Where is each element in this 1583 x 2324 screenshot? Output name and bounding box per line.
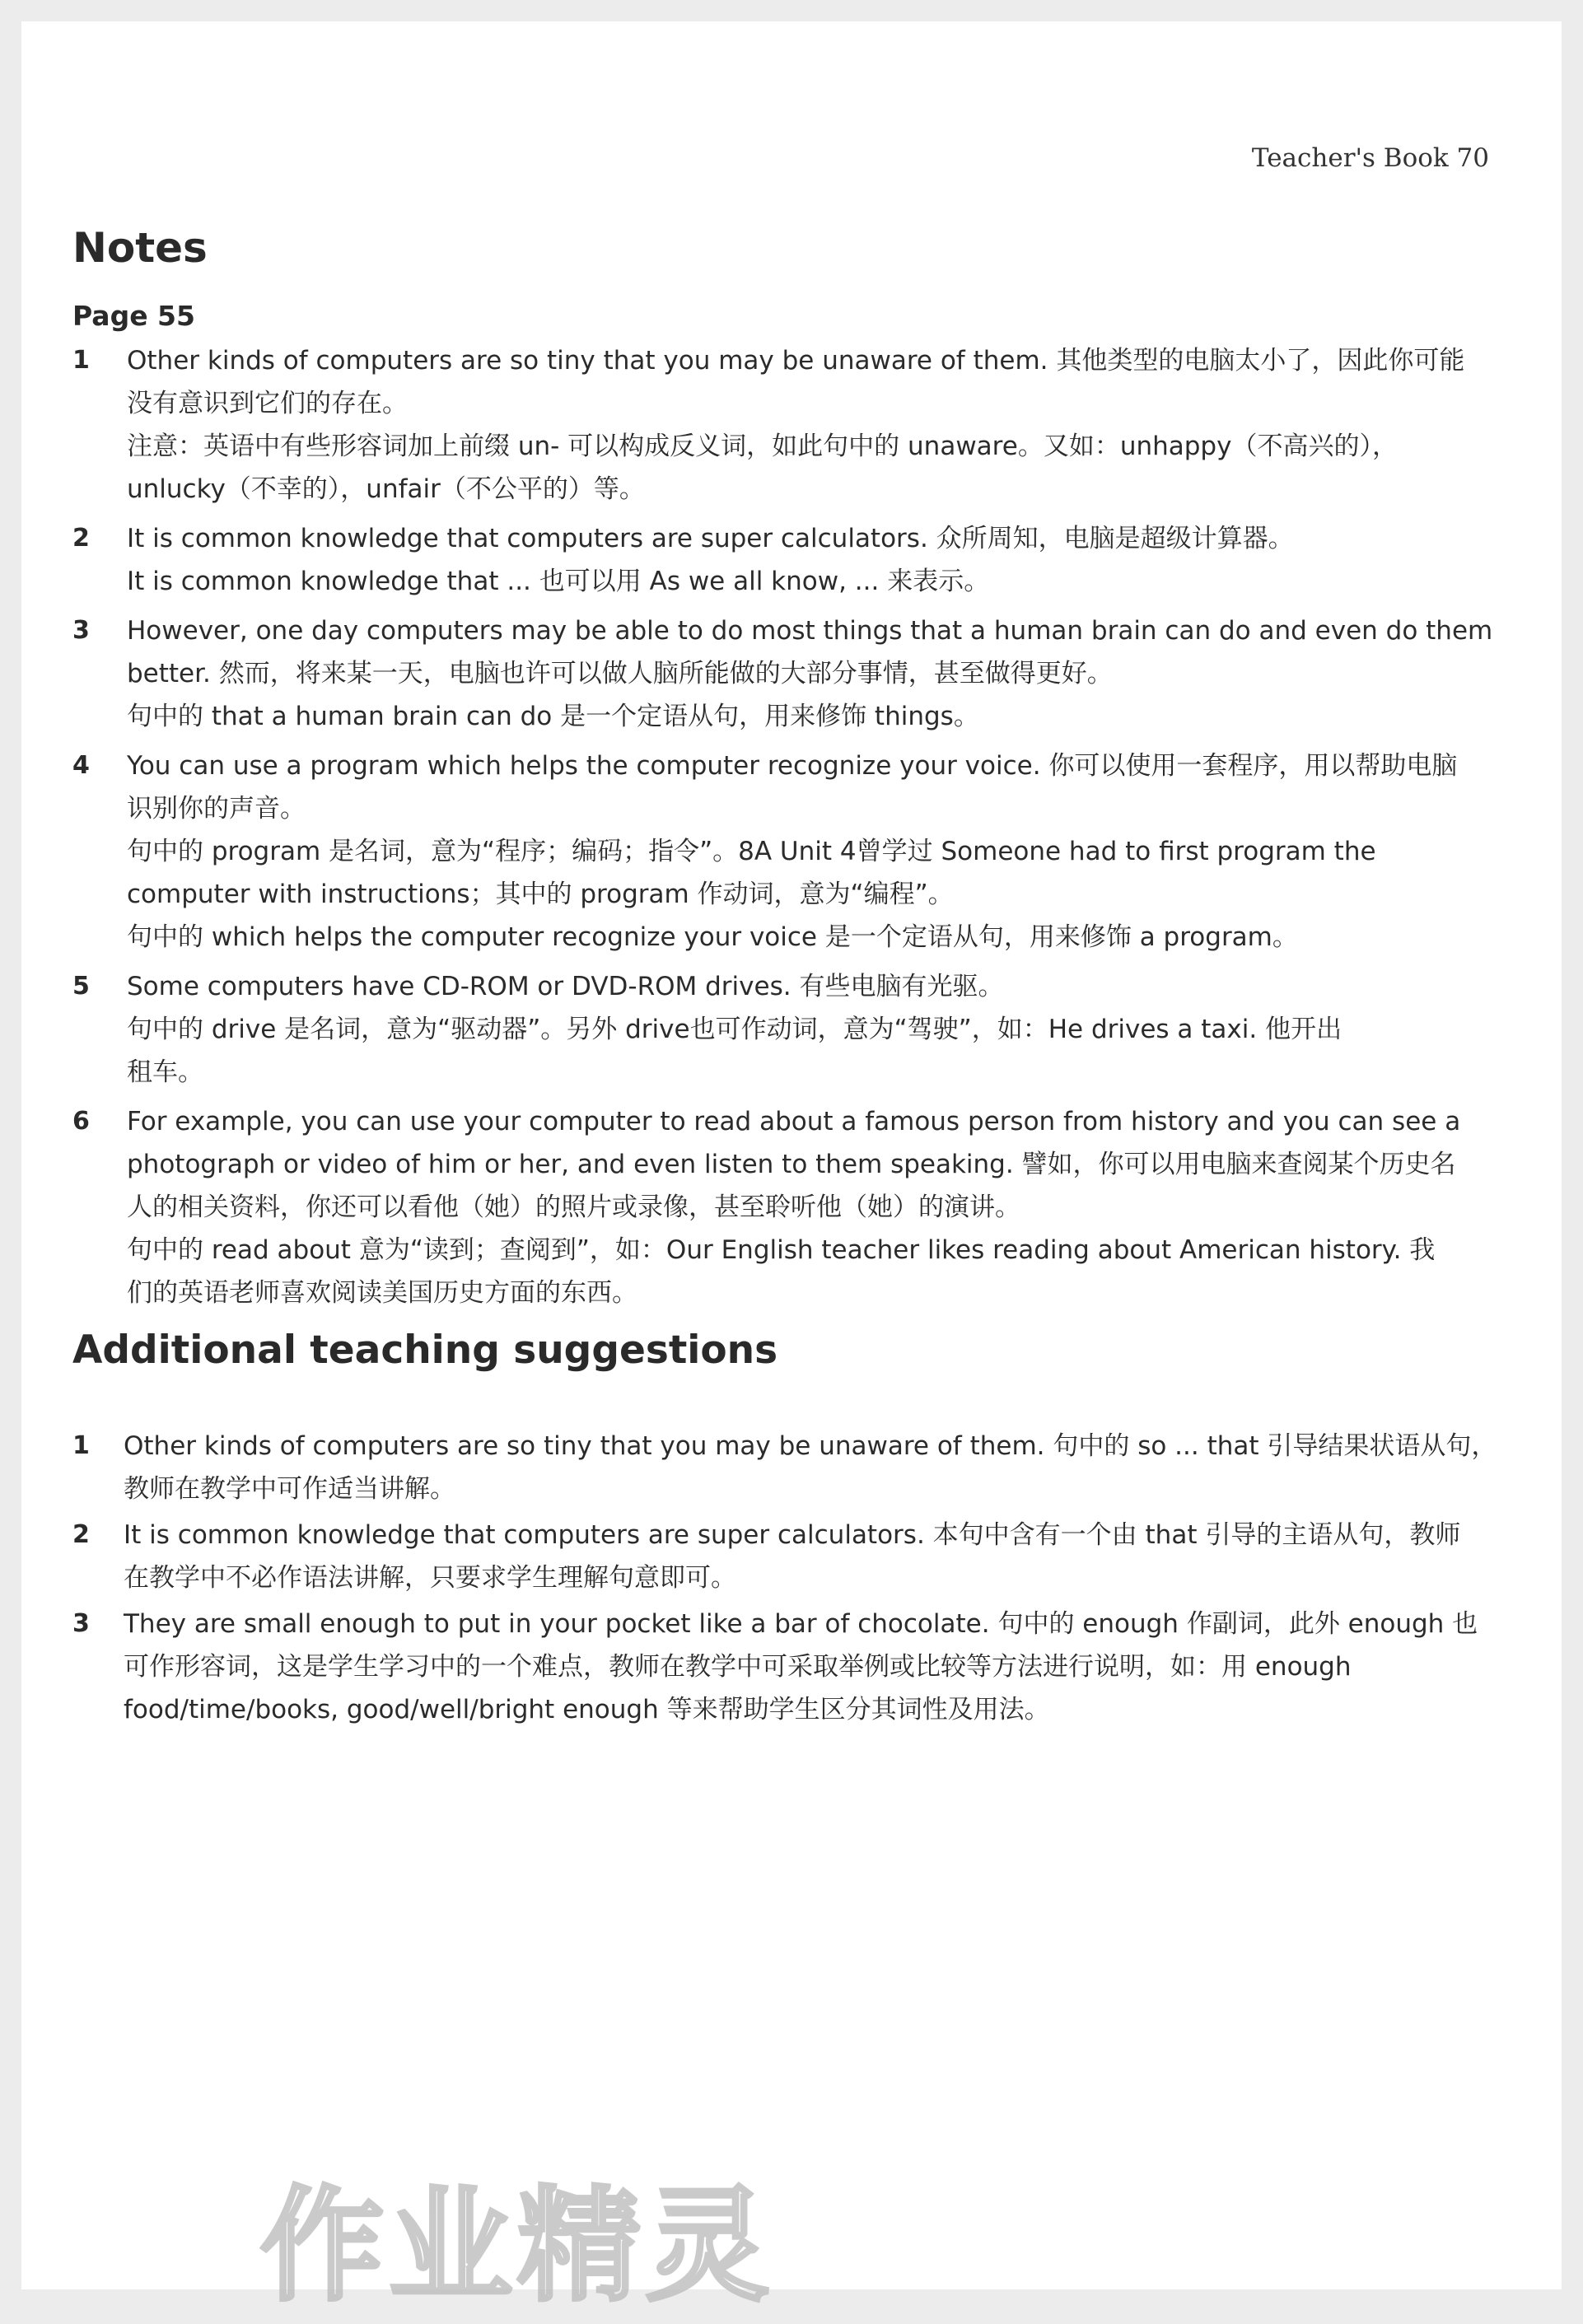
note-item — [72, 744, 1522, 959]
note-number: 3 — [72, 616, 90, 645]
suggestion-number: 2 — [72, 1520, 90, 1549]
note-text: You can use a program which helps the computer recognize your voice. 你可以使用一套程序，用以帮助电脑 — [127, 751, 1458, 781]
note-item — [72, 517, 1522, 603]
note-explanation: 句中的 which helps the computer recognize your voice 是一个定语从句，用来修饰 a program。 — [127, 922, 1298, 952]
suggestion-item — [72, 1603, 1522, 1731]
suggestion-text: It is common knowledge that computers are super calculators. 本句中含有一个由 that 引导的主语从句，教师 — [124, 1520, 1461, 1550]
note-explanation: It is common knowledge that ... 也可以用 As we all know, ... 来表示。 — [127, 567, 990, 596]
note-item — [72, 609, 1522, 738]
note-item — [72, 965, 1522, 1094]
note-explanation: unlucky（不幸的），unfair（不公平的）等。 — [127, 474, 645, 504]
running-header: Teacher's Book 70 — [1251, 143, 1489, 173]
page-label: Page 55 — [72, 300, 195, 332]
suggestion-item — [72, 1514, 1522, 1599]
note-number: 1 — [72, 346, 90, 375]
note-text: better. 然而，将来某一天，电脑也许可以做人脑所能做的大部分事情，甚至做得更好。 — [127, 659, 1113, 688]
suggestion-item — [72, 1425, 1522, 1510]
note-number: 2 — [72, 524, 90, 553]
note-explanation: 句中的 drive 是名词，意为“驱动器”。另外 drive也可作动词，意为“驾驶”，如：He drives a taxi. 他开出 — [127, 1015, 1343, 1044]
notes-list — [72, 339, 1522, 1321]
note-text: photograph or video of him or her, and even listen to them speaking. 譬如，你可以用电脑来查阅某个历史名 — [127, 1150, 1456, 1179]
suggestion-text: 可作形容词，这是学生学习中的一个难点，教师在教学中可采取举例或比较等方法进行说明，如：用 enough — [124, 1652, 1352, 1682]
note-text: It is common knowledge that computers are super calculators. 众所周知，电脑是超级计算器。 — [127, 524, 1294, 553]
note-explanation: 句中的 program 是名词，意为“程序；编码；指令”。8A Unit 4曾学过 Someone had to first program the — [127, 837, 1376, 866]
note-number: 4 — [72, 751, 90, 780]
note-number: 6 — [72, 1107, 90, 1136]
suggestion-text: food/time/books, good/well/bright enough 等来帮助学生区分其词性及用法。 — [124, 1695, 1050, 1724]
note-item — [72, 1100, 1522, 1314]
suggestion-number: 3 — [72, 1609, 90, 1638]
note-explanation: 句中的 read about 意为“读到；查阅到”，如：Our English teacher likes reading about American history. 我 — [127, 1235, 1436, 1265]
note-explanation: 句中的 that a human brain can do 是一个定语从句，用来修饰 things。 — [127, 702, 979, 731]
note-explanation: computer with instructions；其中的 program 作动词，意为“编程”。 — [127, 880, 954, 909]
page-sheet — [21, 21, 1562, 2318]
note-text: Other kinds of computers are so tiny that you may be unaware of them. 其他类型的电脑太小了，因此你可能 — [127, 346, 1465, 376]
suggestions-list — [72, 1425, 1522, 1734]
additional-suggestions-heading: Additional teaching suggestions — [72, 1328, 778, 1373]
note-text: Some computers have CD-ROM or DVD-ROM drives. 有些电脑有光驱。 — [127, 972, 1004, 1001]
watermark: 作业精灵 — [260, 2175, 775, 2318]
suggestion-text: 在教学中不必作语法讲解，只要求学生理解句意即可。 — [124, 1563, 736, 1593]
note-text: 人的相关资料，你还可以看他（她）的照片或录像，甚至聆听他（她）的演讲。 — [127, 1192, 1020, 1222]
note-explanation: 租车。 — [127, 1057, 203, 1087]
suggestion-text: Other kinds of computers are so tiny that you may be unaware of them. 句中的 so ... that 引导结果状语从句， — [124, 1431, 1497, 1461]
note-text: 识别你的声音。 — [127, 794, 306, 824]
notes-heading: Notes — [72, 224, 208, 272]
note-text: For example, you can use your computer to read about a famous person from history and you can see a — [127, 1107, 1461, 1136]
note-number: 5 — [72, 972, 90, 1001]
note-explanation: 们的英语老师喜欢阅读美国历史方面的东西。 — [127, 1278, 637, 1308]
suggestion-text: 教师在教学中可作适当讲解。 — [124, 1474, 455, 1504]
note-item — [72, 339, 1522, 511]
suggestion-text: They are small enough to put in your pocket like a bar of chocolate. 句中的 enough 作副词，此外 enough 也 — [124, 1609, 1478, 1639]
suggestion-number: 1 — [72, 1431, 90, 1460]
note-explanation: 注意：英语中有些形容词加上前缀 un- 可以构成反义词，如此句中的 unaware。又如：unhappy（不高兴的）， — [127, 432, 1398, 461]
note-text: 没有意识到它们的存在。 — [127, 389, 408, 418]
note-text: However, one day computers may be able to do most things that a human brain can do and even do them — [127, 616, 1493, 646]
